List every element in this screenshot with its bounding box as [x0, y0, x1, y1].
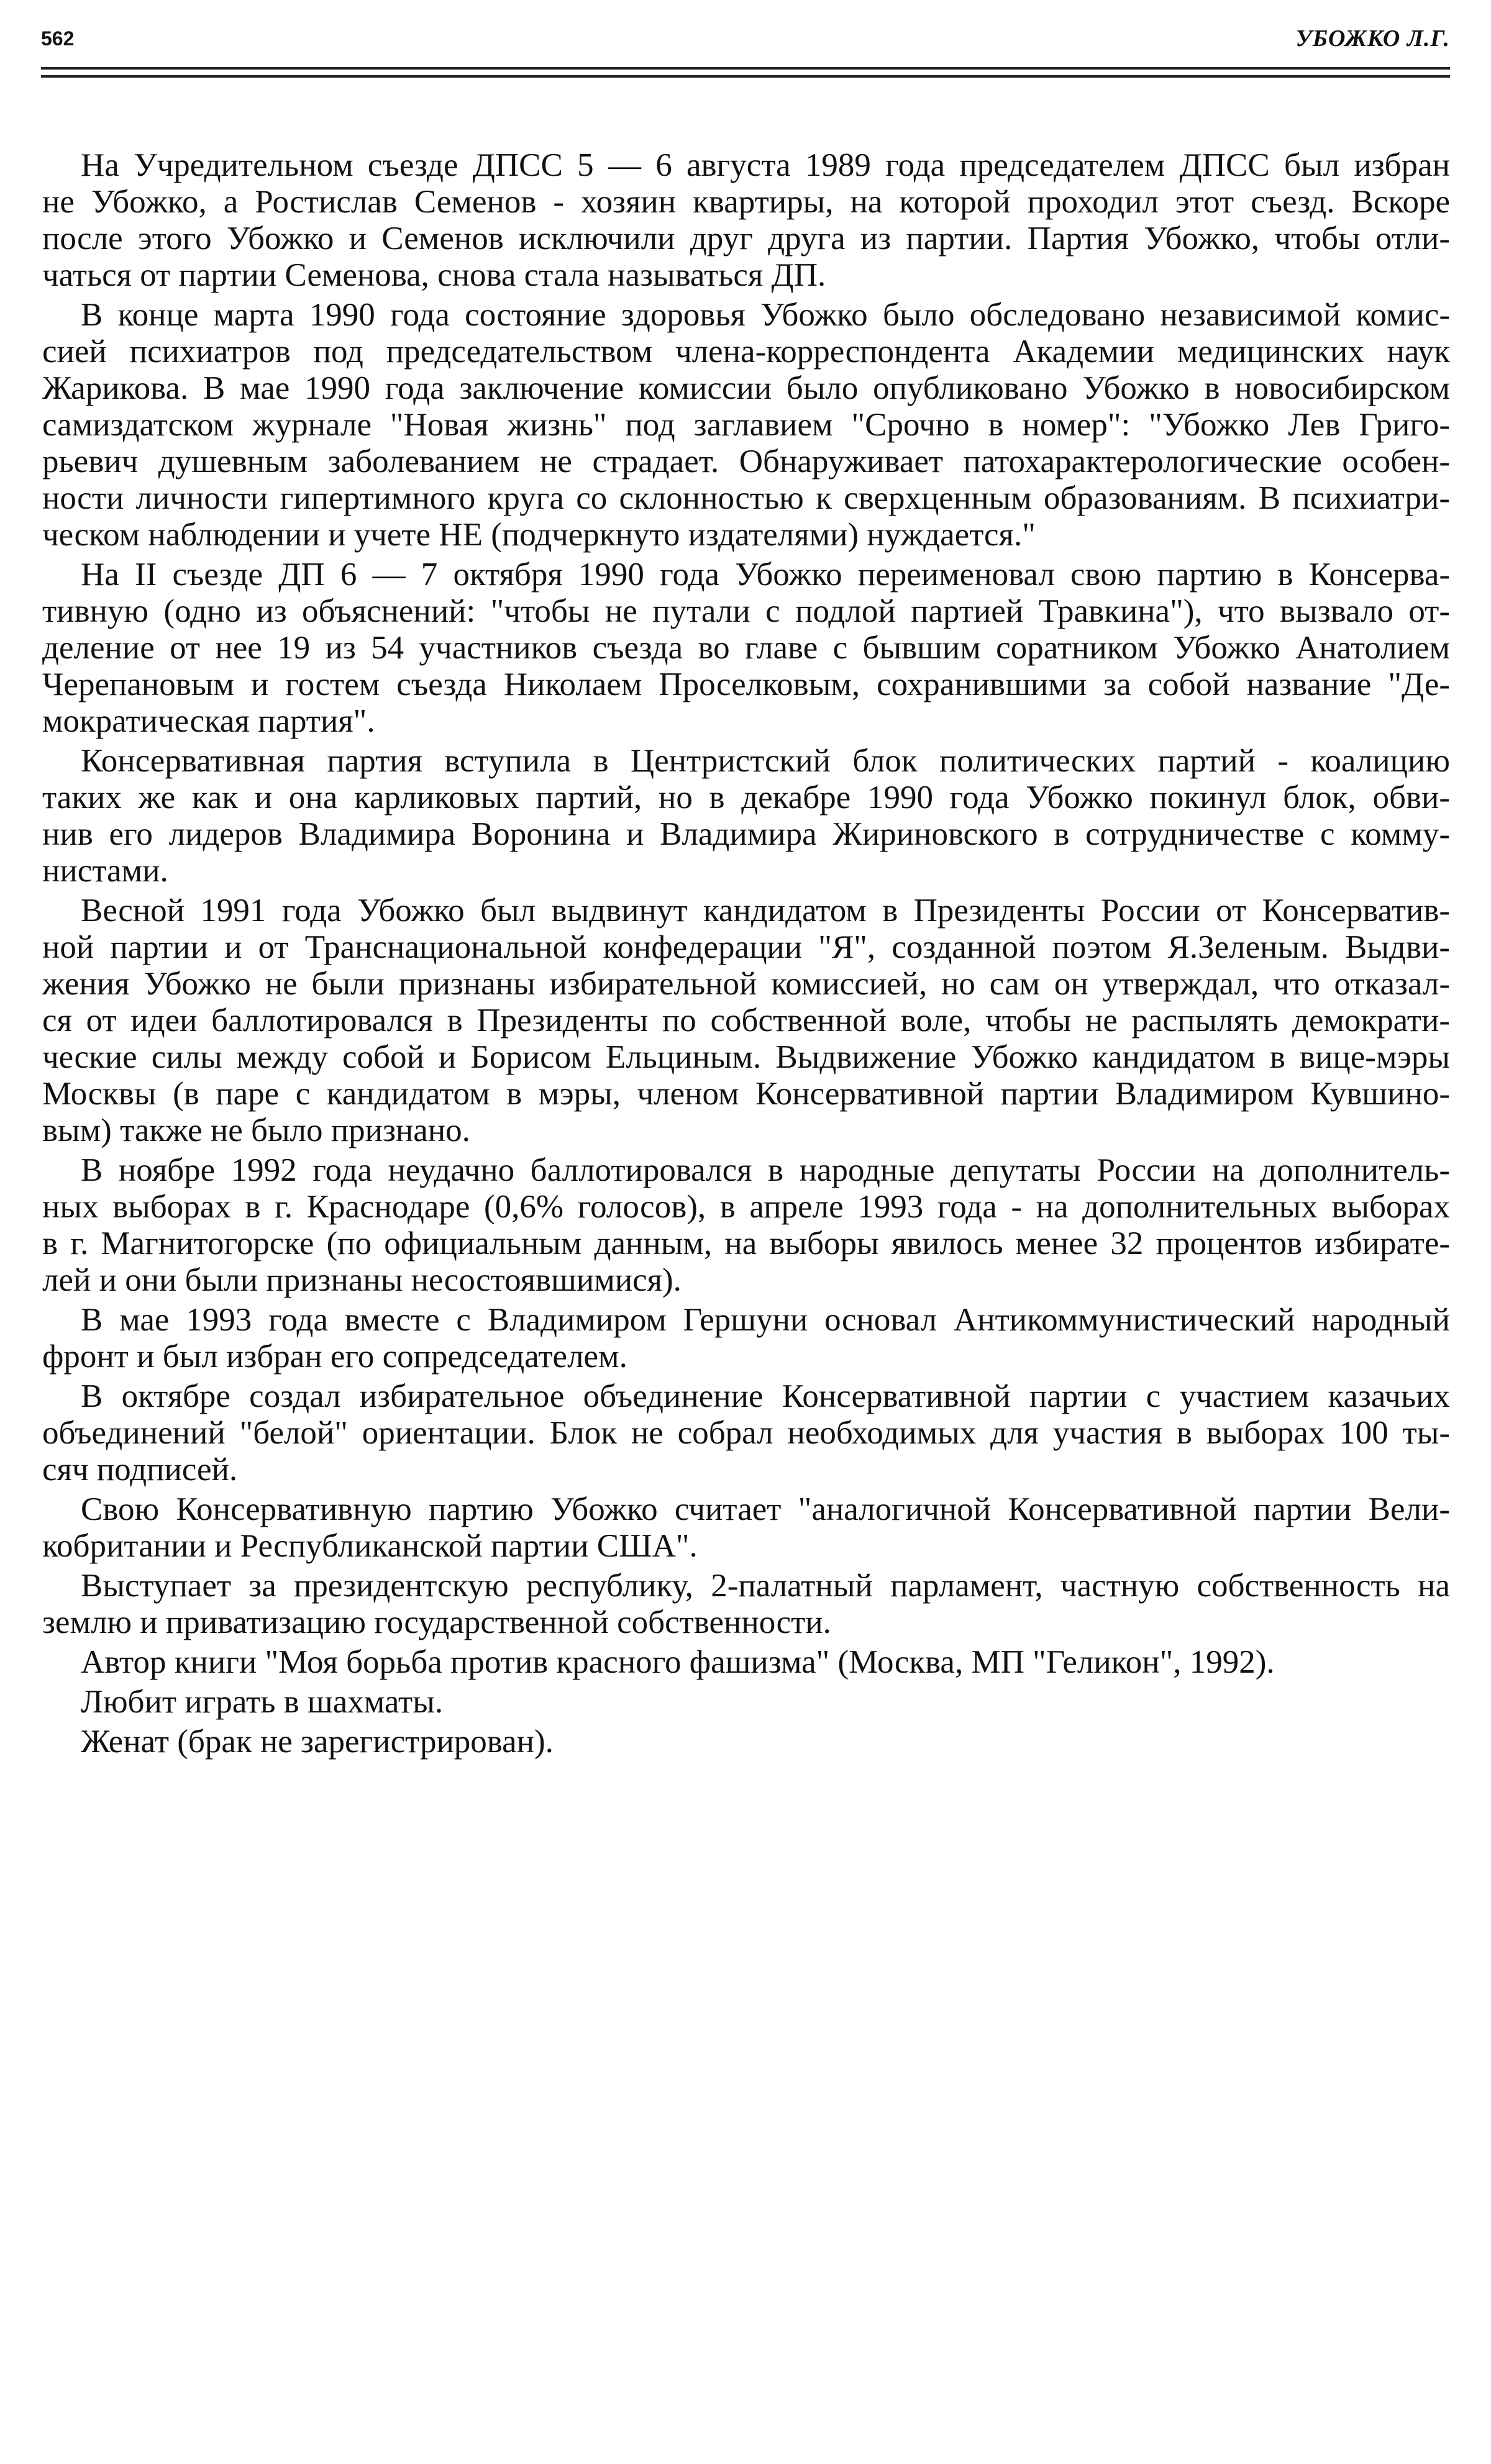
paragraph	[42, 1152, 1450, 1299]
paragraph	[42, 1644, 1450, 1681]
text-line: землю и приватизацию государственной собственности.	[42, 1604, 831, 1640]
text-line: нистами.	[42, 853, 168, 889]
text-line: кобритании и Республиканской партии США".	[42, 1528, 698, 1564]
text-line: Женат (брак не зарегистрирован).	[81, 1724, 554, 1760]
paragraph	[42, 1302, 1450, 1375]
text-line: Консервативная партия вступила в Центристский блок политических партий - коалицию	[81, 743, 1450, 779]
paragraph	[42, 743, 1450, 889]
paragraph	[42, 1568, 1450, 1641]
text-line: чаться от партии Семенова, снова стала называться ДП.	[42, 257, 826, 293]
text-line: В конце марта 1990 года состояние здоровья Убожко было обследовано независимой комис-	[81, 297, 1450, 333]
text-line: На Учредительном съезде ДПСС 5 — 6 августа 1989 года председателем ДПСС был избран	[81, 147, 1450, 183]
text-line: ческом наблюдении и учете НЕ (подчеркнуто издателями) нуждается."	[42, 517, 1036, 553]
text-line: В октябре создал избирательное объединение Консервативной партии с участием казачьих	[81, 1378, 1450, 1414]
text-line: тивную (одно из объяснений: "чтобы не путали с подлой партией Травкина"), что вызвало от-	[42, 593, 1450, 629]
text-line: объединений "белой" ориентации. Блок не собрал необходимых для участия в выборах 100 ты-	[42, 1415, 1450, 1451]
page-number: 562	[41, 27, 75, 50]
text-line: рьевич душевным заболеванием не страдает. Обнаруживает патохарактерологические особен-	[42, 443, 1450, 480]
text-line: деление от нее 19 из 54 участников съезда во главе с бывшим соратником Убожко Анатолием	[42, 630, 1450, 666]
text-line: ных выборах в г. Краснодаре (0,6% голосов), в апреле 1993 года - на дополнительных выборах	[42, 1189, 1450, 1225]
text-line: самиздатском журнале "Новая жизнь" под заглавием "Срочно в номер": "Убожко Лев Григо-	[42, 407, 1450, 443]
text-line: лей и они были признаны несостоявшимися).	[42, 1262, 682, 1298]
text-line: ся от идеи баллотировался в Президенты по собственной воле, чтобы не распылять демократи-	[42, 1002, 1450, 1039]
text-line: Выступает за президентскую республику, 2-палатный парламент, частную собственность на	[81, 1568, 1450, 1604]
text-line: в г. Магнитогорске (по официальным данным, на выборы явилось менее 32 процентов избирате-	[42, 1225, 1450, 1262]
text-line: Весной 1991 года Убожко был выдвинут кандидатом в Президенты России от Консерватив-	[81, 893, 1450, 929]
paragraph	[42, 1684, 1450, 1721]
paragraph	[42, 147, 1450, 294]
paragraph	[42, 297, 1450, 553]
text-line: таких же как и она карликовых партий, но в декабре 1990 года Убожко покинул блок, обви-	[42, 780, 1450, 816]
text-line: после этого Убожко и Семенов исключили друг друга из партии. Партия Убожко, чтобы отли-	[42, 220, 1450, 257]
header-rule-top	[41, 67, 1450, 70]
text-line: ной партии и от Транснациональной конфедерации "Я", созданной поэтом Я.Зеленым. Выдви-	[42, 929, 1450, 965]
text-line: Москвы (в паре с кандидатом в мэры, членом Консервативной партии Владимиром Кувшино-	[42, 1076, 1450, 1112]
running-head: УБОЖКО Л.Г.	[1295, 25, 1450, 52]
paragraph	[42, 893, 1450, 1149]
paragraph	[42, 1378, 1450, 1488]
text-line: ности личности гипертимного круга со склонностью к сверхценным образованиям. В психиатри-	[42, 480, 1450, 516]
text-line: В ноябре 1992 года неудачно баллотировался в народные депутаты России на дополнитель-	[81, 1152, 1450, 1188]
text-line: вым) также не было признано.	[42, 1112, 470, 1148]
text-line: Жарикова. В мае 1990 года заключение комиссии было опубликовано Убожко в новосибирском	[42, 370, 1450, 406]
text-line: фронт и был избран его сопредседателем.	[42, 1339, 627, 1375]
text-line: В мае 1993 года вместе с Владимиром Гершуни основал Антикоммунистический народный	[81, 1302, 1450, 1338]
text-line: На II съезде ДП 6 — 7 октября 1990 года Убожко переименовал свою партию в Консерва-	[81, 557, 1450, 593]
text-line: Черепановым и гостем съезда Николаем Проселковым, сохранившими за собой название "Де-	[42, 666, 1450, 702]
text-line: сяч подписей.	[42, 1452, 238, 1488]
text-line: нив его лидеров Владимира Воронина и Владимира Жириновского в сотрудничестве с комму-	[42, 816, 1450, 852]
text-line: не Убожко, а Ростислав Семенов - хозяин квартиры, на которой проходил этот съезд. Вскоре	[42, 184, 1450, 220]
text-line: Любит играть в шахматы.	[81, 1684, 444, 1720]
text-line: сией психиатров под председательством члена-корреспондента Академии медицинских наук	[42, 334, 1450, 370]
paragraph	[42, 1491, 1450, 1565]
article-body	[42, 147, 1450, 1763]
text-line: мократическая партия".	[42, 703, 375, 739]
paragraph	[42, 557, 1450, 740]
text-line: Свою Консервативную партию Убожко считает "аналогичной Консервативной партии Вели-	[81, 1491, 1450, 1527]
text-line: жения Убожко не были признаны избирательной комиссией, но сам он утверждал, что отказал-	[42, 966, 1450, 1002]
paragraph	[42, 1724, 1450, 1760]
text-line: Автор книги "Моя борьба против красного фашизма" (Москва, МП "Геликон", 1992).	[81, 1644, 1275, 1680]
header-rule-bottom	[41, 75, 1450, 78]
text-line: ческие силы между собой и Борисом Ельциным. Выдвижение Убожко кандидатом в вице-мэры	[42, 1039, 1450, 1075]
